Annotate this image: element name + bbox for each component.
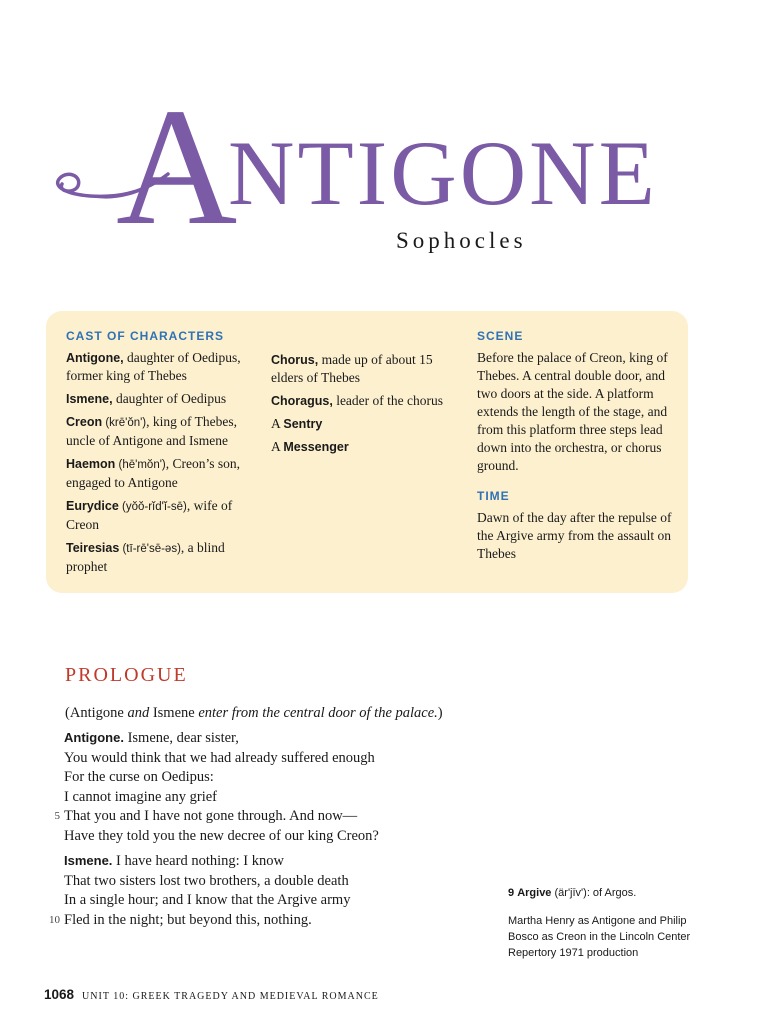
verse-line: Ismene. I have heard nothing: I know (64, 853, 284, 869)
scene-text: Before the palace of Creon, king of Thebes. A central double door, and two doors at the side. A platform extends the length of the stage, and from this platform three steps lead down into the orchestra, or chorus ground. (477, 350, 668, 473)
character-entry: Chorus, made up of about 15 elders of Thebes (271, 352, 433, 385)
verse-text (49, 728, 464, 935)
character-entry: Eurydice (yŏŏ-rĭd'ĭ-sē), wife of Creon (66, 498, 233, 532)
prologue-heading: PROLOGUE (65, 664, 188, 686)
line-number: 10 (49, 913, 60, 926)
character-entry: A Sentry (271, 416, 323, 431)
character-entry: Choragus, leader of the chorus (271, 393, 444, 408)
verse-line: Antigone. Ismene, dear sister, (64, 730, 239, 746)
verse-line: 5 That you and I have not gone through. And now— (64, 807, 464, 827)
line-number: 5 (54, 810, 60, 822)
title-rest: NTIGONE (228, 122, 658, 224)
speech-ismene (49, 851, 464, 930)
time-text: Dawn of the day after the repulse of the Argive army from the assault on Thebes (477, 510, 672, 561)
character-entry: Antigone, daughter of Oedipus, former king of Thebes (66, 350, 241, 383)
title-initial: A (116, 74, 236, 260)
character-entry: Haemon (hē'mŏn'), Creon’s son, engaged to Antigone (66, 456, 240, 490)
speaker-name: Antigone. (64, 730, 124, 745)
character-entry: Creon (krē'ŏn'), king of Thebes, uncle of Antigone and Ismene (66, 414, 238, 448)
speech-antigone (54, 728, 464, 846)
scene-heading: SCENE (477, 329, 524, 343)
speaker-name: Ismene. (64, 853, 113, 868)
verse-line: 10 Fled in the night; but beyond this, nothing. (64, 911, 464, 931)
page-footer (44, 986, 379, 1004)
verse-line: For the curse on Oedipus: (64, 769, 214, 785)
verse-line: That two sisters lost two brothers, a double death (64, 872, 349, 889)
page-number: 1068 (44, 987, 75, 1002)
verse-line: You would think that we had already suffered enough (64, 749, 375, 766)
setting-column (477, 329, 677, 563)
photo-caption: Martha Henry as Antigone and Philip Bosco as Creon in the Lincoln Center Repertory 1971 production (508, 915, 691, 959)
character-entry: A Messenger (271, 439, 349, 454)
stage-direction: (Antigone and Ismene enter from the central door of the palace.) (65, 705, 443, 721)
cast-column-1 (66, 329, 256, 581)
cast-heading: CAST OF CHARACTERS (66, 329, 224, 343)
gloss-note: 9 Argive (är'jīv'): of Argos. (508, 887, 637, 899)
verse-line: I cannot imagine any grief (64, 788, 217, 805)
verse-line: In a single hour; and I know that the Argive army (64, 892, 351, 908)
cast-column-2 (271, 351, 451, 461)
character-entry: Ismene, daughter of Oedipus (66, 391, 227, 406)
title-block (50, 74, 690, 260)
time-heading: TIME (477, 489, 510, 503)
author: Sophocles (396, 228, 527, 253)
running-head: UNIT 10: GREEK TRAGEDY AND MEDIEVAL ROMANCE (82, 991, 379, 1002)
character-entry: Teiresias (tī-rē'sē-əs), a blind prophet (66, 540, 225, 574)
cast-box (46, 311, 688, 593)
verse-line: Have they told you the new decree of our king Creon? (64, 827, 379, 844)
